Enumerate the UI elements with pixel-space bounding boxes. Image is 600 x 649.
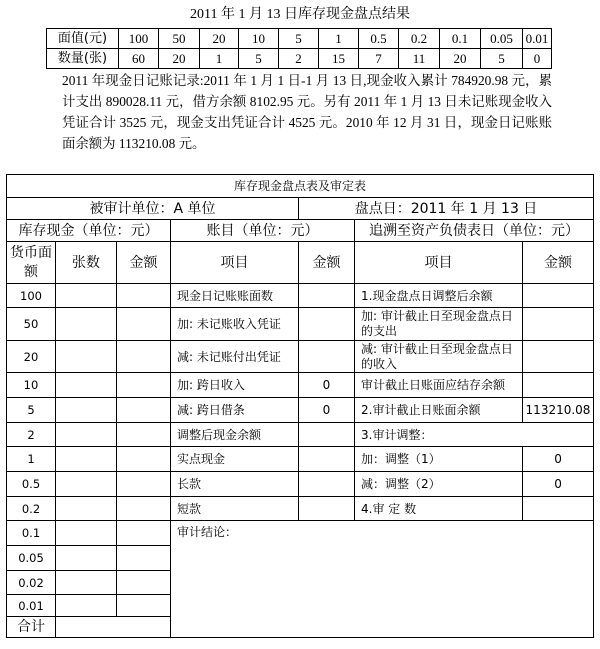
quantity-cell: 1 xyxy=(200,49,239,69)
quantity-cell: 15 xyxy=(319,49,359,69)
quantity-cell: 5 xyxy=(239,49,279,69)
amount-cell[interactable] xyxy=(117,373,171,398)
form-row xyxy=(7,423,594,447)
form-row xyxy=(7,472,594,497)
denomination-cell: 100 xyxy=(7,284,56,308)
amount-cell[interactable] xyxy=(117,341,171,373)
count-cell[interactable] xyxy=(56,398,117,423)
quantity-cell: 60 xyxy=(119,49,159,69)
ledger-amount[interactable] xyxy=(299,447,355,472)
form-row xyxy=(7,373,594,398)
row-label: 数量(张) xyxy=(47,49,119,69)
ledger-amount[interactable] xyxy=(299,497,355,521)
denomination-cell: 0.02 xyxy=(7,571,56,595)
trace-amount[interactable] xyxy=(523,341,594,373)
denomination-cell: 20 xyxy=(7,341,56,373)
count-cell[interactable] xyxy=(56,472,117,497)
amount-cell[interactable] xyxy=(117,571,171,595)
section-ledger: 账目（单位：元） xyxy=(171,220,355,242)
result-title: 2011 年 1 月 13 日库存现金盘点结果 xyxy=(190,7,410,22)
form-title: 库存现金盘点表及审定表 xyxy=(7,175,594,198)
quantity-cell: 11 xyxy=(399,49,440,69)
trace-amount[interactable] xyxy=(523,284,594,308)
trace-item: 减：调整（2） xyxy=(355,472,523,497)
quantity-cell: 5 xyxy=(481,49,523,69)
amount-cell[interactable] xyxy=(117,546,171,571)
denomination-cell: 0.2 xyxy=(399,29,440,49)
form-row xyxy=(7,497,594,521)
trace-item: 加: 审计截止日至现金盘点日的支出 xyxy=(355,308,523,341)
denomination-cell: 5 xyxy=(279,29,319,49)
ledger-item: 加: 跨日收入 xyxy=(171,373,299,398)
trace-amount[interactable]: 113210.08 xyxy=(523,398,594,423)
ledger-item: 减: 未记账付出凭证 xyxy=(171,341,299,373)
denomination-cell: 2 xyxy=(7,423,56,447)
description-paragraph: 2011 年现金日记账记录:2011 年 1 月 1 日-1 月 13 日,现金收入累计 784920.98 元，累计支出 890028.11 元，借方余额 8102.95 元。另有 2011 年 1 月 13 日未记账现金收入凭证合计 3525 元，现金支出凭证合计 4525 元。2010 年 12 月 31 日，现金日记账账面余额为 113210.08 元。 xyxy=(62,73,552,151)
quantity-cell: 20 xyxy=(440,49,481,69)
amount-cell[interactable] xyxy=(117,497,171,521)
amount-cell[interactable] xyxy=(117,521,171,546)
count-cell[interactable] xyxy=(56,447,117,472)
count-cell[interactable] xyxy=(56,373,117,398)
denomination-cell: 0.5 xyxy=(7,472,56,497)
ledger-item: 现金日记账账面数 xyxy=(171,284,299,308)
denomination-cell: 0.05 xyxy=(7,546,56,571)
amount-cell[interactable] xyxy=(117,423,171,447)
form-row xyxy=(7,521,594,546)
denomination-cell: 5 xyxy=(7,398,56,423)
ledger-amount[interactable]: 0 xyxy=(299,398,355,423)
form-row xyxy=(7,308,594,341)
cash-count-form xyxy=(6,174,594,638)
header-item: 项目 xyxy=(171,242,299,284)
ledger-item: 实点现金 xyxy=(171,447,299,472)
denomination-cell: 0.1 xyxy=(7,521,56,546)
ledger-item: 减: 跨日借条 xyxy=(171,398,299,423)
denomination-cell: 0.01 xyxy=(523,29,552,49)
count-cell[interactable] xyxy=(56,521,117,546)
amount-cell[interactable] xyxy=(117,308,171,341)
amount-cell[interactable] xyxy=(117,595,171,617)
denomination-row xyxy=(47,29,552,49)
header-trace-item: 项目 xyxy=(355,242,523,284)
denomination-cell: 0.5 xyxy=(359,29,399,49)
count-result-table xyxy=(46,28,552,69)
ledger-item: 长款 xyxy=(171,472,299,497)
ledger-amount[interactable] xyxy=(299,308,355,341)
quantity-cell: 0 xyxy=(523,49,552,69)
total-cell[interactable] xyxy=(56,617,171,638)
total-label: 合计 xyxy=(7,617,56,638)
count-cell[interactable] xyxy=(56,308,117,341)
denomination-cell: 1 xyxy=(7,447,56,472)
trace-amount[interactable] xyxy=(523,308,594,341)
trace-item: 审计截止日账面应结存余额 xyxy=(355,373,523,398)
ledger-amount[interactable] xyxy=(299,284,355,308)
ledger-amount[interactable] xyxy=(299,341,355,373)
ledger-amount[interactable] xyxy=(299,423,355,447)
quantity-cell: 20 xyxy=(159,49,200,69)
count-cell[interactable] xyxy=(56,595,117,617)
count-date: 盘点日：2011 年 1 月 13 日 xyxy=(299,198,594,220)
denomination-cell: 0.1 xyxy=(440,29,481,49)
quantity-cell: 7 xyxy=(359,49,399,69)
audit-conclusion[interactable]: 审计结论： xyxy=(171,521,594,638)
row-label: 面值(元) xyxy=(47,29,119,49)
amount-cell[interactable] xyxy=(117,472,171,497)
count-cell[interactable] xyxy=(56,571,117,595)
quantity-cell: 2 xyxy=(279,49,319,69)
denomination-cell: 10 xyxy=(7,373,56,398)
header-amount: 金额 xyxy=(117,242,171,284)
denomination-cell: 100 xyxy=(119,29,159,49)
denomination-cell: 1 xyxy=(319,29,359,49)
header-trace-amount: 金额 xyxy=(523,242,594,284)
ledger-item: 加: 未记账收入凭证 xyxy=(171,308,299,341)
denomination-cell: 50 xyxy=(7,308,56,341)
trace-amount[interactable] xyxy=(523,373,594,398)
trace-amount[interactable] xyxy=(523,497,594,521)
trace-item: 加：调整（1） xyxy=(355,447,523,472)
form-row xyxy=(7,341,594,373)
ledger-item: 调整后现金余额 xyxy=(171,423,299,447)
denomination-cell: 20 xyxy=(200,29,239,49)
trace-item: 3.审计调整： xyxy=(355,423,594,447)
ledger-amount[interactable] xyxy=(299,472,355,497)
trace-item: 2.审计截止日账面余额 xyxy=(355,398,523,423)
count-cell[interactable] xyxy=(56,497,117,521)
denomination-cell: 0.05 xyxy=(481,29,523,49)
section-cash: 库存现金（单位：元） xyxy=(7,220,171,242)
count-cell[interactable] xyxy=(56,423,117,447)
denomination-cell: 0.2 xyxy=(7,497,56,521)
form-row xyxy=(7,284,594,308)
trace-amount[interactable]: 0 xyxy=(523,472,594,497)
amount-cell[interactable] xyxy=(117,447,171,472)
ledger-amount[interactable]: 0 xyxy=(299,373,355,398)
trace-amount[interactable]: 0 xyxy=(523,447,594,472)
trace-item: 1.现金盘点日调整后余额 xyxy=(355,284,523,308)
count-cell[interactable] xyxy=(56,341,117,373)
form-row xyxy=(7,447,594,472)
denomination-cell: 0.01 xyxy=(7,595,56,617)
count-cell[interactable] xyxy=(56,546,117,571)
amount-cell[interactable] xyxy=(117,398,171,423)
header-count: 张数 xyxy=(56,242,117,284)
denomination-cell: 50 xyxy=(159,29,200,49)
header-denomination: 货币面额 xyxy=(7,242,56,284)
header-ledger-amount: 金额 xyxy=(299,242,355,284)
section-trace: 追溯至资产负债表日（单位：元） xyxy=(355,220,594,242)
amount-cell[interactable] xyxy=(117,284,171,308)
ledger-item: 短款 xyxy=(171,497,299,521)
trace-item: 4.审 定 数 xyxy=(355,497,523,521)
form-row xyxy=(7,398,594,423)
audited-unit: 被审计单位：A 单位 xyxy=(7,198,299,220)
count-cell[interactable] xyxy=(56,284,117,308)
denomination-cell: 10 xyxy=(239,29,279,49)
quantity-row xyxy=(47,49,552,69)
trace-item: 减: 审计截止日至现金盘点日的收入 xyxy=(355,341,523,373)
